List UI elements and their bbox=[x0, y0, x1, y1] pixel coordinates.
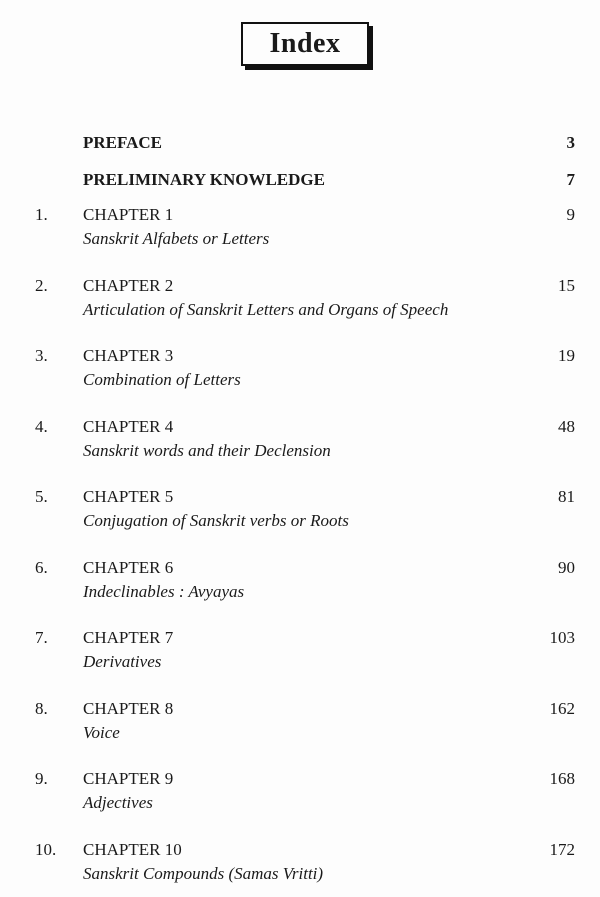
chapter-label: CHAPTER 7 bbox=[83, 628, 174, 647]
chapter-page: 162 bbox=[549, 699, 575, 718]
chapter-subtitle: Conjugation of Sanskrit verbs or Roots bbox=[83, 511, 349, 530]
chapter-subtitle: Articulation of Sanskrit Letters and Organs of Speech bbox=[83, 300, 449, 319]
entry-page: 3 bbox=[566, 133, 575, 152]
chapter-number: 8. bbox=[35, 699, 48, 718]
chapter-label: CHAPTER 10 bbox=[83, 840, 182, 859]
chapter-page: 168 bbox=[549, 769, 575, 788]
chapter-label: CHAPTER 9 bbox=[83, 769, 174, 788]
chapter-page: 90 bbox=[558, 558, 575, 577]
chapter-label: CHAPTER 4 bbox=[83, 417, 174, 436]
chapter-subtitle: Sanskrit Compounds (Samas Vritti) bbox=[83, 864, 324, 883]
page-title: Index bbox=[269, 28, 341, 59]
chapter-page: 9 bbox=[566, 205, 575, 224]
entry-label: PRELIMINARY KNOWLEDGE bbox=[83, 170, 325, 189]
chapter-label: CHAPTER 5 bbox=[83, 487, 174, 506]
chapter-label: CHAPTER 8 bbox=[83, 699, 174, 718]
chapter-number: 3. bbox=[35, 346, 48, 365]
chapter-subtitle: Indeclinables : Avyayas bbox=[83, 582, 245, 601]
chapter-subtitle: Derivatives bbox=[83, 652, 162, 671]
chapter-number: 5. bbox=[35, 487, 48, 506]
chapter-page: 19 bbox=[558, 346, 575, 365]
chapter-page: 81 bbox=[558, 487, 575, 506]
chapter-number: 7. bbox=[35, 628, 48, 647]
chapter-label: CHAPTER 3 bbox=[83, 346, 174, 365]
chapter-page: 48 bbox=[558, 417, 575, 436]
chapter-number: 9. bbox=[35, 769, 48, 788]
chapter-subtitle: Combination of Letters bbox=[83, 370, 241, 389]
chapter-subtitle: Voice bbox=[83, 723, 120, 742]
chapter-number: 2. bbox=[35, 276, 48, 295]
entry-page: 7 bbox=[566, 170, 575, 189]
chapter-label: CHAPTER 6 bbox=[83, 558, 174, 577]
chapter-page: 15 bbox=[558, 276, 575, 295]
chapter-number: 6. bbox=[35, 558, 48, 577]
index-title-box bbox=[241, 22, 369, 66]
entry-label: PREFACE bbox=[83, 133, 163, 152]
chapter-page: 103 bbox=[549, 628, 575, 647]
chapter-subtitle: Sanskrit words and their Declension bbox=[83, 441, 331, 460]
chapter-page: 172 bbox=[549, 840, 575, 859]
chapter-subtitle: Adjectives bbox=[83, 793, 153, 812]
chapter-number: 1. bbox=[35, 205, 48, 224]
chapter-label: CHAPTER 1 bbox=[83, 205, 174, 224]
chapter-subtitle: Sanskrit Alfabets or Letters bbox=[83, 229, 270, 248]
chapter-number: 10. bbox=[35, 840, 57, 859]
chapter-number: 4. bbox=[35, 417, 48, 436]
chapter-label: CHAPTER 2 bbox=[83, 276, 174, 295]
